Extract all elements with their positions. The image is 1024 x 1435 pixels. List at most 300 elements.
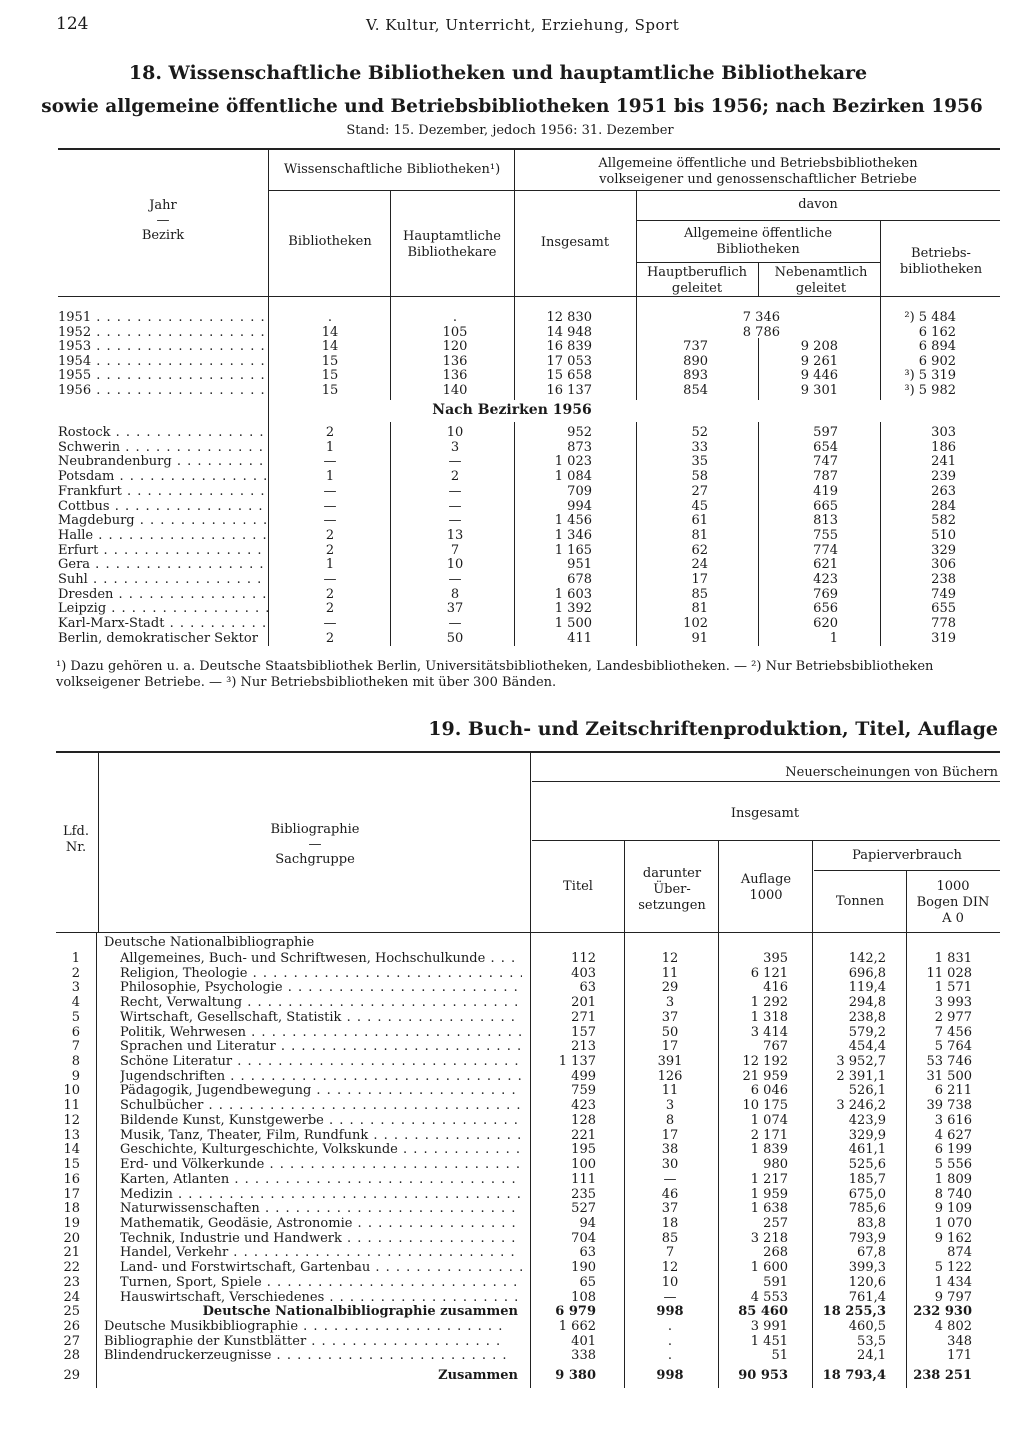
cell-insgesamt: 1 346 <box>554 527 592 543</box>
cell-insgesamt: 1 456 <box>554 513 592 529</box>
cell-uebersetzungen: 10 <box>661 1274 679 1290</box>
cell-uebersetzungen: 29 <box>661 980 679 996</box>
cell-titel: 63 <box>579 980 596 996</box>
row-label <box>58 354 268 369</box>
cell-hauptamtliche: 13 <box>446 527 464 543</box>
row-label-text: Hauswirtschaft, Verschiedenes <box>120 1289 325 1305</box>
row-label <box>120 1201 522 1216</box>
row-label-text: 1955 <box>58 368 92 384</box>
book-row <box>0 1201 1024 1216</box>
cell-uebersetzungen: 11 <box>661 965 679 981</box>
cell-betriebs: 6 162 <box>918 324 956 340</box>
cell-betriebs: 582 <box>931 513 956 529</box>
cell-auflage: 980 <box>763 1157 788 1173</box>
year-row <box>0 383 1024 398</box>
cell-insgesamt: 1 084 <box>554 469 592 485</box>
table18-title-line1: 18. Wissenschaftliche Bibliotheken und hauptamtliche Bibliothekare <box>128 62 868 84</box>
header-darunter: darunter Über-setzungen <box>638 866 706 913</box>
row-label-text: Rostock <box>58 425 111 440</box>
cell-bogen: 5 764 <box>934 1039 972 1055</box>
cell-auflage: 85 460 <box>738 1304 788 1320</box>
cell-hauptamtliche: — <box>448 513 462 529</box>
cell-tonnen: 461,1 <box>848 1142 886 1158</box>
cell-insgesamt: 678 <box>567 572 592 587</box>
row-label-text: Handel, Verkehr <box>120 1245 229 1261</box>
cell-tonnen: 329,9 <box>848 1127 886 1143</box>
book-row <box>0 1128 1024 1143</box>
district-row <box>0 601 1024 616</box>
header-papierverbrauch: Papierverbrauch <box>852 848 962 863</box>
header-titel: Titel <box>563 879 593 894</box>
cell-bibliotheken: 15 <box>321 383 339 398</box>
cell-titel: 221 <box>571 1127 596 1143</box>
cell-bogen: 232 930 <box>913 1304 972 1320</box>
cell-hauptamtliche: — <box>448 483 462 499</box>
cell-tonnen: 526,1 <box>848 1083 886 1099</box>
cell-auflage: 1 839 <box>750 1142 788 1158</box>
book-row <box>0 1334 1024 1349</box>
cell-tonnen: 120,6 <box>848 1274 886 1290</box>
district-row <box>0 513 1024 528</box>
cell-nebenamtlich: 813 <box>813 513 838 529</box>
cell-tonnen: 53,5 <box>857 1333 886 1349</box>
cell-hauptberuflich: 58 <box>691 469 708 485</box>
row-label <box>120 1083 522 1098</box>
cell-bibliotheken: . <box>327 310 333 325</box>
cell-tonnen: 579,2 <box>848 1024 886 1040</box>
cell-nebenamtlich: 597 <box>813 425 838 440</box>
row-number: 10 <box>63 1083 80 1099</box>
cell-tonnen: 294,8 <box>848 995 886 1011</box>
cell-auflage: 6 121 <box>750 965 788 981</box>
cell-tonnen: 675,0 <box>848 1186 886 1202</box>
row-label <box>120 1010 522 1025</box>
row-label <box>120 1098 522 1113</box>
district-row <box>0 616 1024 631</box>
table19-insg-rule <box>532 840 1000 841</box>
cell-bibliotheken: — <box>323 483 337 499</box>
running-title: V. Kultur, Unterricht, Erziehung, Sport <box>366 16 680 34</box>
cell-auflage: 1 292 <box>750 995 788 1011</box>
cell-uebersetzungen: — <box>663 1171 677 1187</box>
cell-bogen: 3 993 <box>934 995 972 1011</box>
book-row <box>0 1142 1024 1157</box>
row-label-text: Karten, Atlanten <box>120 1171 230 1187</box>
cell-tonnen: 423,9 <box>848 1112 886 1128</box>
row-label <box>104 1368 518 1383</box>
row-label <box>120 995 522 1010</box>
cell-tonnen: 2 391,1 <box>836 1068 886 1084</box>
book-row <box>0 1348 1024 1363</box>
cell-uebersetzungen: — <box>663 1289 677 1305</box>
cell-titel: 9 380 <box>555 1368 596 1384</box>
row-number: 9 <box>71 1068 80 1084</box>
year-row <box>0 325 1024 340</box>
cell-tonnen: 142,2 <box>848 951 886 966</box>
row-label-text: Blindendruckerzeugnisse <box>104 1348 272 1364</box>
cell-bibliotheken: 14 <box>321 324 339 340</box>
cell-nebenamtlich: 747 <box>813 454 838 470</box>
year-row <box>0 310 1024 325</box>
district-row <box>0 499 1024 514</box>
row-label <box>58 454 268 469</box>
cell-uebersetzungen: 17 <box>661 1127 679 1143</box>
row-label <box>120 1128 522 1143</box>
cell-insgesamt: 1 165 <box>554 542 592 558</box>
row-label-text: Zusammen <box>438 1368 518 1384</box>
cell-hauptamtliche: 2 <box>450 469 460 485</box>
cell-nebenamtlich: 423 <box>813 572 838 587</box>
cell-bibliotheken: 2 <box>325 425 335 440</box>
cell-bogen: 348 <box>947 1333 972 1349</box>
cell-auflage: 1 217 <box>750 1171 788 1187</box>
row-label <box>58 572 268 587</box>
cell-hauptberuflich: 81 <box>691 527 708 543</box>
cell-bogen: 8 740 <box>934 1186 972 1202</box>
row-number: 2 <box>71 965 80 981</box>
cell-bogen: 6 199 <box>934 1142 972 1158</box>
row-label <box>120 966 522 981</box>
row-label-text: Karl-Marx-Stadt <box>58 616 165 632</box>
cell-insgesamt: 15 658 <box>546 368 592 384</box>
cell-bogen: 1 571 <box>934 980 972 996</box>
book-row <box>0 1245 1024 1260</box>
cell-titel: 195 <box>571 1142 596 1158</box>
cell-titel: 423 <box>571 1098 596 1114</box>
cell-hauptamtliche: — <box>448 572 462 587</box>
row-label <box>120 1216 522 1231</box>
cell-titel: 338 <box>571 1348 596 1364</box>
cell-nebenamtlich: 9 446 <box>800 368 838 384</box>
cell-hauptamtliche: 136 <box>442 353 468 369</box>
cell-titel: 65 <box>579 1274 596 1290</box>
row-number: 27 <box>63 1333 80 1349</box>
header-tonnen: Tonnen <box>835 894 885 909</box>
cell-tonnen: 83,8 <box>857 1215 886 1231</box>
cell-hauptberuflich: 737 <box>683 339 708 355</box>
row-label-text: Religion, Theologie <box>120 965 248 981</box>
cell-bogen: 9 109 <box>934 1201 972 1217</box>
row-label <box>104 1348 506 1363</box>
district-row <box>0 469 1024 484</box>
cell-uebersetzungen: . <box>667 1348 673 1364</box>
cell-betriebs: 303 <box>931 425 956 440</box>
cell-hauptamtliche: — <box>448 454 462 470</box>
cell-auflage: 268 <box>763 1245 788 1261</box>
cell-titel: 112 <box>571 951 596 966</box>
book-row <box>0 966 1024 981</box>
cell-uebersetzungen: 17 <box>661 1039 679 1055</box>
row-label <box>58 601 268 616</box>
cell-bibliotheken: — <box>323 454 337 470</box>
cell-uebersetzungen: 30 <box>661 1157 679 1173</box>
row-label-text: 1953 <box>58 339 92 355</box>
cell-auflage: 1 959 <box>750 1186 788 1202</box>
section-nach-bezirken: Nach Bezirken 1956 <box>432 402 592 418</box>
table19-header-rule <box>56 932 1000 933</box>
district-row <box>0 587 1024 602</box>
row-label-text: 1956 <box>58 383 92 398</box>
row-label-text: Bildende Kunst, Kunstgewerbe <box>120 1112 324 1128</box>
row-label-text: Medizin <box>120 1186 173 1202</box>
row-label-text: Deutsche Nationalbibliographie zusammen <box>202 1304 518 1320</box>
header-betriebs: Betriebs-bibliotheken <box>899 246 983 277</box>
table18-top-rule <box>58 148 1000 150</box>
cell-betriebs: ³) 5 982 <box>904 383 956 398</box>
row-number: 4 <box>71 995 80 1011</box>
cell-hauptamtliche: 7 <box>450 542 460 558</box>
cell-bibliotheken: 2 <box>325 630 335 646</box>
cell-titel: 235 <box>571 1186 596 1202</box>
cell-insgesamt: 411 <box>567 630 592 646</box>
cell-uebersetzungen: 38 <box>661 1142 679 1158</box>
row-label <box>104 1334 506 1349</box>
book-row <box>0 1260 1024 1275</box>
header-sachgruppe: Sachgruppe <box>275 852 355 867</box>
cell-hauptamtliche: 37 <box>446 601 464 617</box>
cell-bogen: 9 162 <box>934 1230 972 1246</box>
cell-hauptberuflich: 17 <box>691 572 708 587</box>
row-label <box>120 951 522 966</box>
row-label-text: Sprachen und Literatur <box>120 1039 276 1055</box>
cell-uebersetzungen: 18 <box>661 1215 679 1231</box>
cell-bogen: 4 627 <box>934 1127 972 1143</box>
header-bezirk: Bezirk <box>141 228 185 243</box>
cell-tonnen: 460,5 <box>848 1319 886 1334</box>
header-neuerscheinungen: Neuerscheinungen von Büchern <box>785 765 998 780</box>
row-number: 3 <box>71 980 80 996</box>
row-label-text: Bibliographie der Kunstblätter <box>104 1333 307 1349</box>
book-row <box>0 1098 1024 1113</box>
cell-uebersetzungen: 50 <box>661 1024 679 1040</box>
row-label <box>120 980 522 995</box>
row-label-text: Erd- und Völkerkunde <box>120 1157 265 1173</box>
cell-nebenamtlich: 769 <box>813 586 838 602</box>
cell-bibliotheken: 14 <box>321 339 339 355</box>
cell-titel: 1 137 <box>558 1054 596 1070</box>
cell-titel: 190 <box>571 1260 596 1276</box>
cell-uebersetzungen: 3 <box>665 1098 675 1114</box>
cell-tonnen: 18 793,4 <box>822 1368 886 1384</box>
table18-davon-rule <box>636 220 1000 221</box>
row-number: 7 <box>71 1039 80 1055</box>
cell-bibliotheken: 15 <box>321 368 339 384</box>
cell-auflage: 591 <box>763 1274 788 1290</box>
row-number: 8 <box>71 1054 80 1070</box>
row-label <box>120 1054 522 1069</box>
cell-betriebs: ²) 5 484 <box>904 310 956 325</box>
row-label-text: Erfurt <box>58 542 99 558</box>
book-row <box>0 1010 1024 1025</box>
row-number: 25 <box>63 1304 80 1320</box>
district-row <box>0 557 1024 572</box>
cell-titel: 111 <box>571 1171 596 1187</box>
cell-tonnen: 67,8 <box>857 1245 886 1261</box>
cell-betriebs: 778 <box>931 616 956 632</box>
cell-tonnen: 761,4 <box>848 1289 886 1305</box>
row-label <box>104 1319 506 1334</box>
row-number: 14 <box>63 1142 80 1158</box>
row-number: 19 <box>63 1215 80 1231</box>
cell-hauptberuflich: 24 <box>691 557 708 573</box>
cell-bibliotheken: 2 <box>325 542 335 558</box>
row-label-text: Magdeburg <box>58 513 135 529</box>
row-number: 23 <box>63 1274 80 1290</box>
cell-tonnen: 454,4 <box>848 1039 886 1055</box>
cell-bogen: 9 797 <box>934 1289 972 1305</box>
cell-bogen: 7 456 <box>934 1024 972 1040</box>
cell-bibliotheken: 2 <box>325 601 335 617</box>
row-label <box>58 469 268 484</box>
footnote-line2: volkseigener Betriebe. — ³) Nur Betriebsbibliotheken mit über 300 Bänden. <box>56 675 557 690</box>
cell-uebersetzungen: 8 <box>665 1112 675 1128</box>
cell-betriebs: 6 902 <box>918 353 956 369</box>
cell-betriebs: 241 <box>931 454 956 470</box>
row-label <box>58 499 268 514</box>
cell-betriebs: 749 <box>931 586 956 602</box>
cell-uebersetzungen: 998 <box>656 1304 684 1320</box>
row-label <box>120 1039 522 1054</box>
cell-uebersetzungen: 391 <box>657 1054 683 1070</box>
cell-tonnen: 3 952,7 <box>836 1054 886 1070</box>
cell-insgesamt: 1 603 <box>554 586 592 602</box>
cell-auflage: 1 638 <box>750 1201 788 1217</box>
cell-hauptberuflich: 33 <box>691 439 708 455</box>
header-hauptamtliche: Hauptamtliche Bibliothekare <box>403 229 501 260</box>
header-allg-group-2: volkseigener und genossenschaftlicher Betriebe <box>599 172 917 187</box>
cell-betriebs: 329 <box>931 542 956 558</box>
row-label-text: Schwerin <box>58 439 121 455</box>
cell-hauptberuflich: 91 <box>691 630 708 646</box>
row-label <box>58 425 268 440</box>
header-dash: — <box>156 213 170 228</box>
row-label-text: Schöne Literatur <box>120 1054 233 1070</box>
table18-wiss-rule <box>268 190 514 191</box>
table18-vline-5a <box>758 262 759 296</box>
row-number: 22 <box>63 1260 80 1276</box>
cell-insgesamt: 952 <box>567 425 592 440</box>
row-number: 29 <box>63 1368 80 1384</box>
cell-betriebs: 239 <box>931 469 956 485</box>
cell-auflage: 21 959 <box>742 1068 788 1084</box>
cell-insgesamt: 873 <box>567 439 592 455</box>
cell-hauptberuflich: 893 <box>683 368 708 384</box>
row-label-text: 1954 <box>58 353 92 369</box>
row-label <box>58 543 268 558</box>
table19-top-rule <box>56 751 1000 753</box>
row-label <box>58 484 268 499</box>
cell-titel: 213 <box>571 1039 596 1055</box>
cell-auflage: 416 <box>763 980 788 996</box>
cell-hauptberuflich: 854 <box>683 383 708 398</box>
row-label <box>120 1290 522 1305</box>
cell-nebenamtlich: 1 <box>829 630 838 646</box>
row-label <box>120 1172 522 1187</box>
cell-uebersetzungen: 37 <box>661 1201 679 1217</box>
cell-bibliotheken: — <box>323 616 337 632</box>
district-row <box>0 454 1024 469</box>
district-row <box>0 484 1024 499</box>
row-label <box>120 1245 522 1260</box>
table19-papier-rule <box>814 870 1000 871</box>
table18-stand: Stand: 15. Dezember, jedoch 1956: 31. Dezember <box>346 123 674 138</box>
header-insgesamt19: Insgesamt <box>730 806 800 821</box>
group-label-row <box>0 935 1024 950</box>
row-number: 5 <box>71 1009 80 1025</box>
row-label-text: 1952 <box>58 324 92 340</box>
row-number: 17 <box>63 1186 80 1202</box>
row-label-text: Frankfurt <box>58 483 122 499</box>
cell-insgesamt: 12 830 <box>546 310 592 325</box>
cell-hauptamtliche: . <box>452 310 458 325</box>
cell-auflage: 395 <box>763 951 788 966</box>
cell-betriebs: 263 <box>931 483 956 499</box>
cell-uebersetzungen: 7 <box>665 1245 675 1261</box>
header-auflage: Auflage 1000 <box>740 872 792 903</box>
cell-bibliotheken: 1 <box>325 469 335 485</box>
cell-auflage: 257 <box>763 1215 788 1231</box>
header-bogen: 1000 Bogen DIN A 0 <box>916 879 990 926</box>
row-number: 1 <box>71 951 80 966</box>
row-label-text: Jugendschriften <box>120 1068 226 1084</box>
cell-auflage: 1 318 <box>750 1009 788 1025</box>
cell-hauptberuflich: 890 <box>683 353 708 369</box>
cell-bogen: 238 251 <box>913 1368 972 1384</box>
cell-nebenamtlich: 9 261 <box>800 353 838 369</box>
row-number: 12 <box>63 1112 80 1128</box>
header-wiss-group: Wissenschaftliche Bibliotheken¹) <box>283 162 501 177</box>
cell-tonnen: 24,1 <box>857 1348 886 1364</box>
cell-bibliotheken: 1 <box>325 557 335 573</box>
cell-uebersetzungen: 126 <box>657 1068 683 1084</box>
row-label <box>58 513 268 528</box>
header-bibliographie: Bibliographie <box>270 822 360 837</box>
row-number: 6 <box>71 1024 80 1040</box>
row-label-text: Turnen, Sport, Spiele <box>120 1274 262 1290</box>
book-row <box>0 1319 1024 1334</box>
cell-titel: 63 <box>579 1245 596 1261</box>
cell-titel: 403 <box>571 965 596 981</box>
cell-bogen: 53 746 <box>926 1054 972 1070</box>
cell-nebenamtlich: 755 <box>813 527 838 543</box>
footnote-line1: ¹) Dazu gehören u. a. Deutsche Staatsbibliothek Berlin, Universitätsbibliotheken, Landesbibliotheken. — ²) Nur Betriebsbibliotheken <box>56 659 934 674</box>
district-row <box>0 543 1024 558</box>
cell-hauptberuflich: 62 <box>691 542 708 558</box>
row-number: 28 <box>63 1348 80 1364</box>
row-number: 24 <box>63 1289 80 1305</box>
book-row <box>0 1172 1024 1187</box>
cell-nebenamtlich: 787 <box>813 469 838 485</box>
cell-betriebs: 6 894 <box>918 339 956 355</box>
cell-hauptamtliche: — <box>448 616 462 632</box>
cell-nebenamtlich: 656 <box>813 601 838 617</box>
cell-bibliotheken: 2 <box>325 586 335 602</box>
row-label-text: Allgemeines, Buch- und Schriftwesen, Hochschulkunde <box>120 951 486 966</box>
row-label-text: Wirtschaft, Gesellschaft, Statistik <box>120 1009 342 1025</box>
cell-titel: 6 979 <box>555 1304 596 1320</box>
cell-tonnen: 185,7 <box>848 1171 886 1187</box>
header-insgesamt: Insgesamt <box>540 235 610 250</box>
row-label-text: Geschichte, Kulturgeschichte, Volkskunde <box>120 1142 398 1158</box>
cell-bogen: 11 028 <box>926 965 972 981</box>
cell-auflage: 3 991 <box>750 1319 788 1334</box>
row-label-text: Halle <box>58 527 94 543</box>
book-row <box>0 1304 1024 1319</box>
cell-bogen: 39 738 <box>926 1098 972 1114</box>
cell-betriebs: 238 <box>931 572 956 587</box>
row-label <box>120 1260 522 1275</box>
row-label <box>120 1113 522 1128</box>
